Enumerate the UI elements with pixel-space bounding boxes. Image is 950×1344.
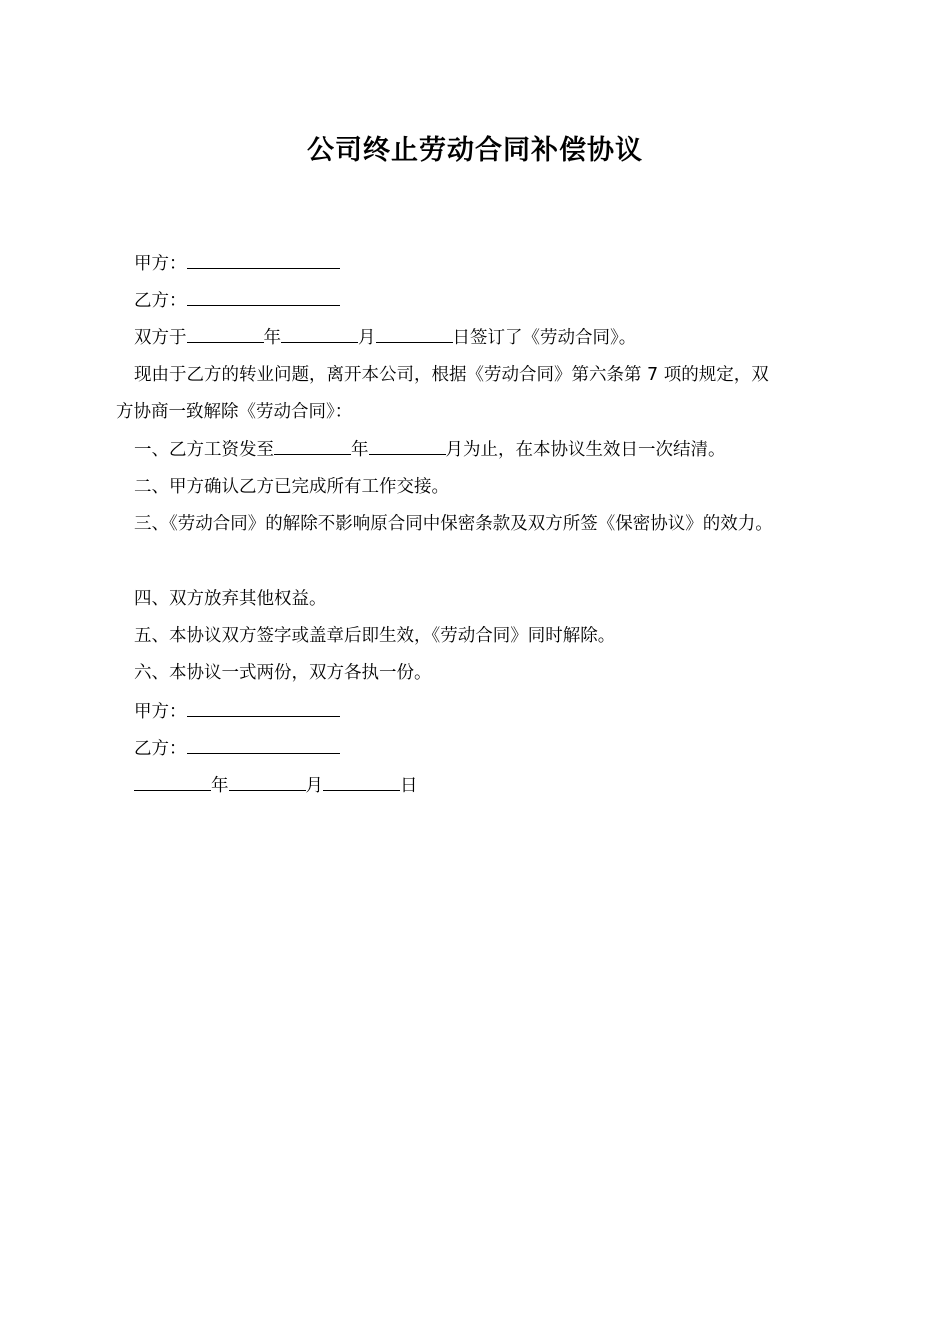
signature-date-line — [134, 772, 418, 799]
party-a-line — [134, 250, 340, 277]
clause-3: 三、《劳动合同》的解除不影响原合同中保密条款及双方所签《保密协议》的效力。 — [134, 514, 773, 534]
intro-suffix: 签订了《劳动合同》。 — [470, 328, 637, 348]
signature-month-label: 月 — [305, 776, 323, 796]
wage-year-blank — [274, 436, 351, 455]
month-label: 月 — [358, 328, 376, 348]
signature-party-b-blank — [187, 735, 340, 754]
reason-paragraph-line-2: 方协商一致解除《劳动合同》： — [116, 402, 353, 422]
signing-date-line — [134, 324, 636, 351]
wage-month-blank — [369, 436, 446, 455]
day-blank — [376, 324, 453, 343]
document-title: 公司终止劳动合同补偿协议 — [307, 135, 643, 166]
party-b-line — [134, 287, 340, 314]
signature-party-a-blank — [187, 698, 340, 717]
intro-prefix: 双方于 — [134, 328, 187, 348]
clause-4: 四、双方放弃其他权益。 — [134, 589, 327, 609]
signature-year-blank — [134, 772, 211, 791]
party-b-label: 乙方： — [134, 291, 187, 311]
signature-party-b — [134, 735, 340, 762]
clause-5: 五、本协议双方签字或盖章后即生效，《劳动合同》同时解除。 — [134, 626, 616, 646]
signature-party-a — [134, 698, 340, 725]
clause-1 — [134, 436, 726, 463]
day-label: 日 — [452, 328, 470, 348]
party-b-blank — [187, 287, 340, 306]
signature-party-a-label: 甲方： — [134, 702, 187, 722]
signature-month-blank — [229, 772, 306, 791]
clause-1-prefix: 一、乙方工资发至 — [134, 440, 274, 460]
clause-2: 二、甲方确认乙方已完成所有工作交接。 — [134, 477, 449, 497]
clause-1-suffix: 月为止，在本协议生效日一次结清。 — [445, 440, 726, 460]
year-blank — [187, 324, 264, 343]
signature-day-label: 日 — [400, 776, 418, 796]
party-a-blank — [187, 250, 340, 269]
signature-day-blank — [323, 772, 400, 791]
reason-paragraph-line-1: 现由于乙方的转业问题，离开本公司，根据《劳动合同》第六条第 7 项的规定，双 — [134, 365, 769, 385]
wage-year-label: 年 — [351, 440, 369, 460]
signature-year-label: 年 — [211, 776, 229, 796]
party-a-label: 甲方： — [134, 254, 187, 274]
year-label: 年 — [263, 328, 281, 348]
clause-6: 六、本协议一式两份，双方各执一份。 — [134, 663, 432, 683]
month-blank — [281, 324, 358, 343]
signature-party-b-label: 乙方： — [134, 739, 187, 759]
